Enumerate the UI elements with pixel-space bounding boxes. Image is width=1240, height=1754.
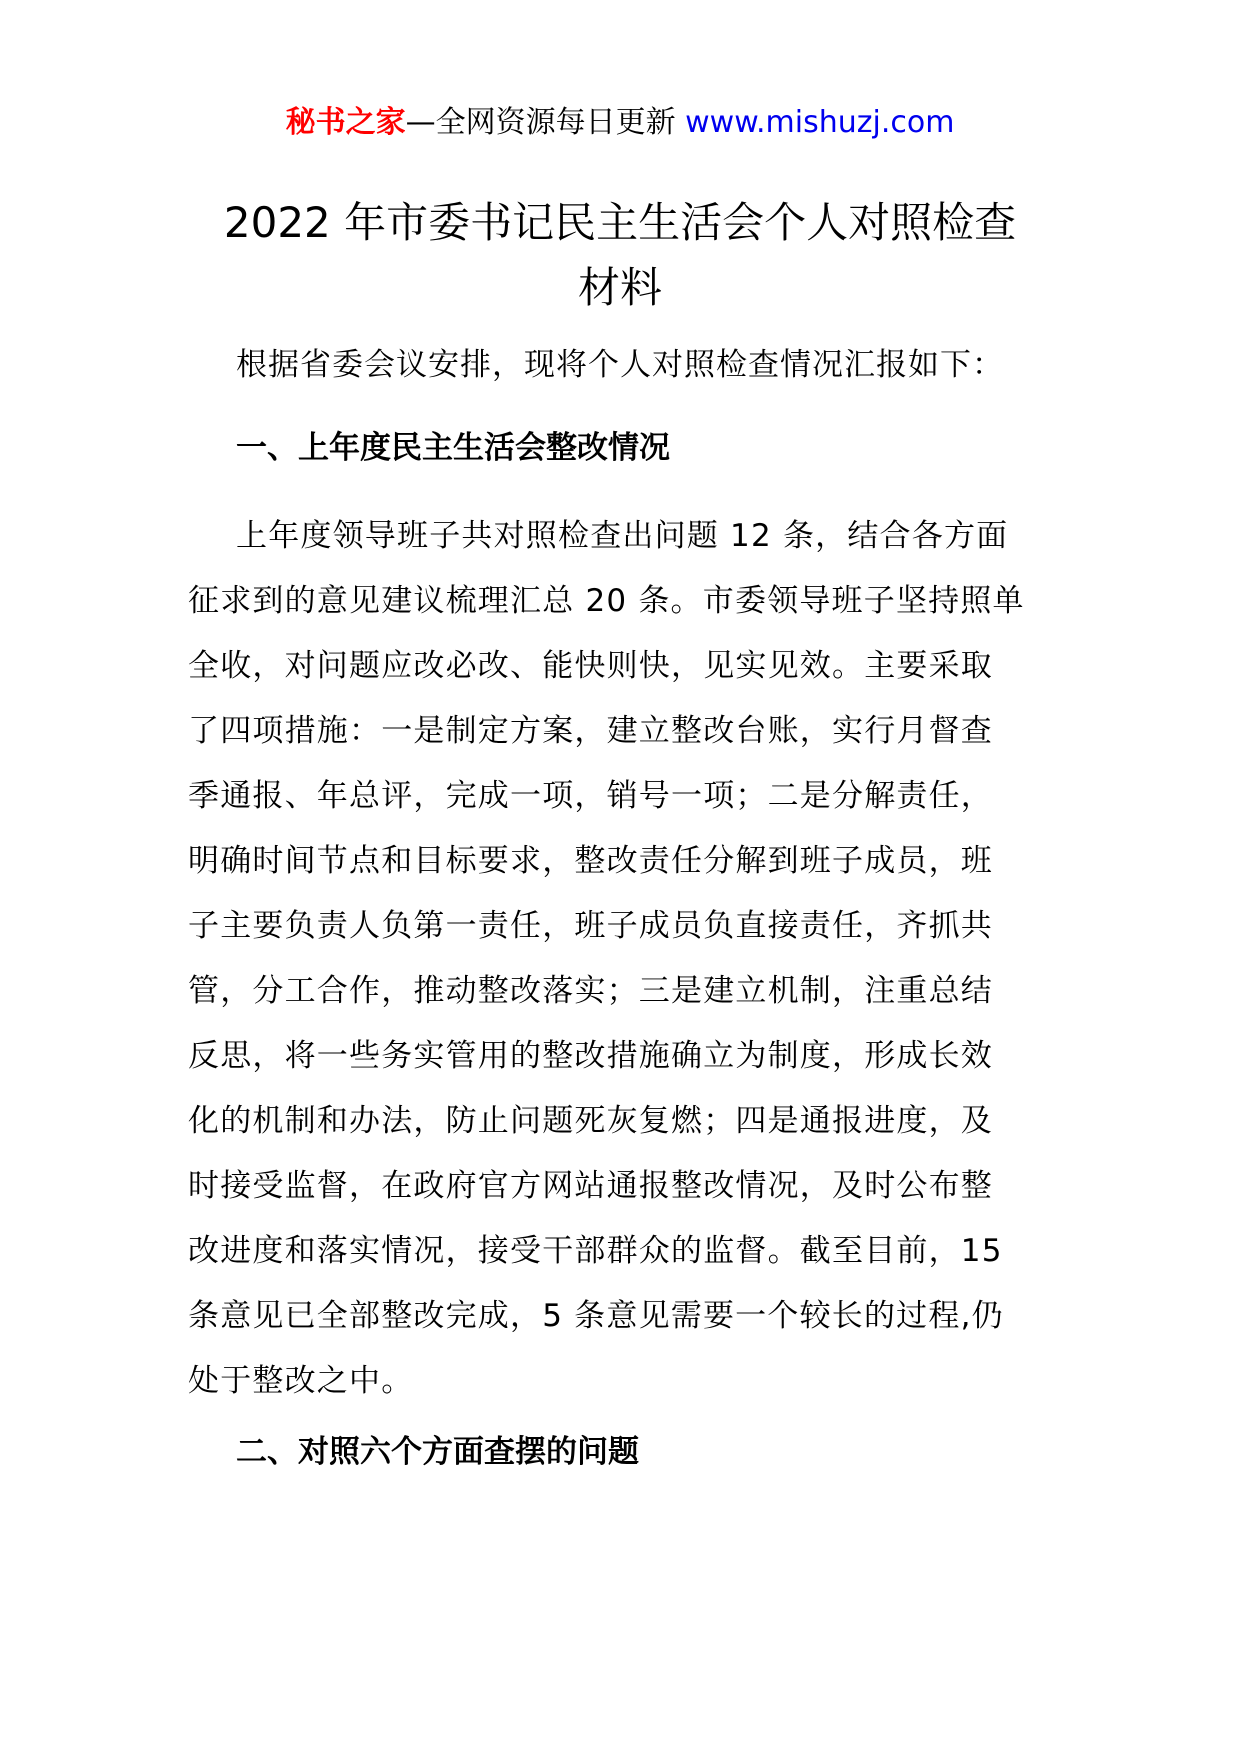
paragraph-line: 时接受监督，在政府官方网站通报整改情况，及时公布整 <box>188 1168 993 1204</box>
section2-heading: 二、对照六个方面查摆的问题 <box>236 1434 639 1470</box>
document-title-line1: 2022 年市委书记民主生活会个人对照检查 <box>223 198 1017 247</box>
tagline: —全网资源每日更新 <box>405 105 686 140</box>
section1-heading: 一、上年度民主生活会整改情况 <box>236 430 670 466</box>
document-title-line2: 材料 <box>577 263 662 312</box>
site-link[interactable]: www.mishuzj.com <box>685 105 955 140</box>
paragraph-line: 管，分工合作，推动整改落实；三是建立机制，注重总结 <box>188 973 993 1009</box>
paragraph-line: 明确时间节点和目标要求，整改责任分解到班子成员，班 <box>188 843 993 879</box>
paragraph-line: 改进度和落实情况，接受干部群众的监督。截至目前，15 <box>188 1233 1003 1269</box>
paragraph-line: 上年度领导班子共对照检查出问题 12 条，结合各方面 <box>236 518 1009 554</box>
brand-name: 秘书之家 <box>285 105 406 140</box>
paragraph-line: 征求到的意见建议梳理汇总 20 条。市委领导班子坚持照单 <box>188 583 1025 619</box>
paragraph-line: 季通报、年总评，完成一项，销号一项；二是分解责任， <box>188 778 993 814</box>
intro-paragraph: 根据省委会议安排，现将个人对照检查情况汇报如下： <box>236 347 1004 383</box>
paragraph-line: 全收，对问题应改必改、能快则快，见实见效。主要采取 <box>188 648 993 684</box>
section1-body <box>188 504 1058 1414</box>
paragraph-line: 反思，将一些务实管用的整改措施确立为制度，形成长效 <box>188 1038 993 1074</box>
paragraph-line: 化的机制和办法，防止问题死灰复燃；四是通报进度，及 <box>188 1103 993 1139</box>
paragraph-line: 了四项措施：一是制定方案，建立整改台账，实行月督查 <box>188 713 993 749</box>
watermark-header <box>0 102 1240 144</box>
paragraph-line: 处于整改之中。 <box>188 1363 414 1399</box>
paragraph-line: 条意见已全部整改完成，5 条意见需要一个较长的过程,仍 <box>188 1298 1004 1334</box>
paragraph-line: 子主要负责人负第一责任，班子成员负直接责任，齐抓共 <box>188 908 993 944</box>
